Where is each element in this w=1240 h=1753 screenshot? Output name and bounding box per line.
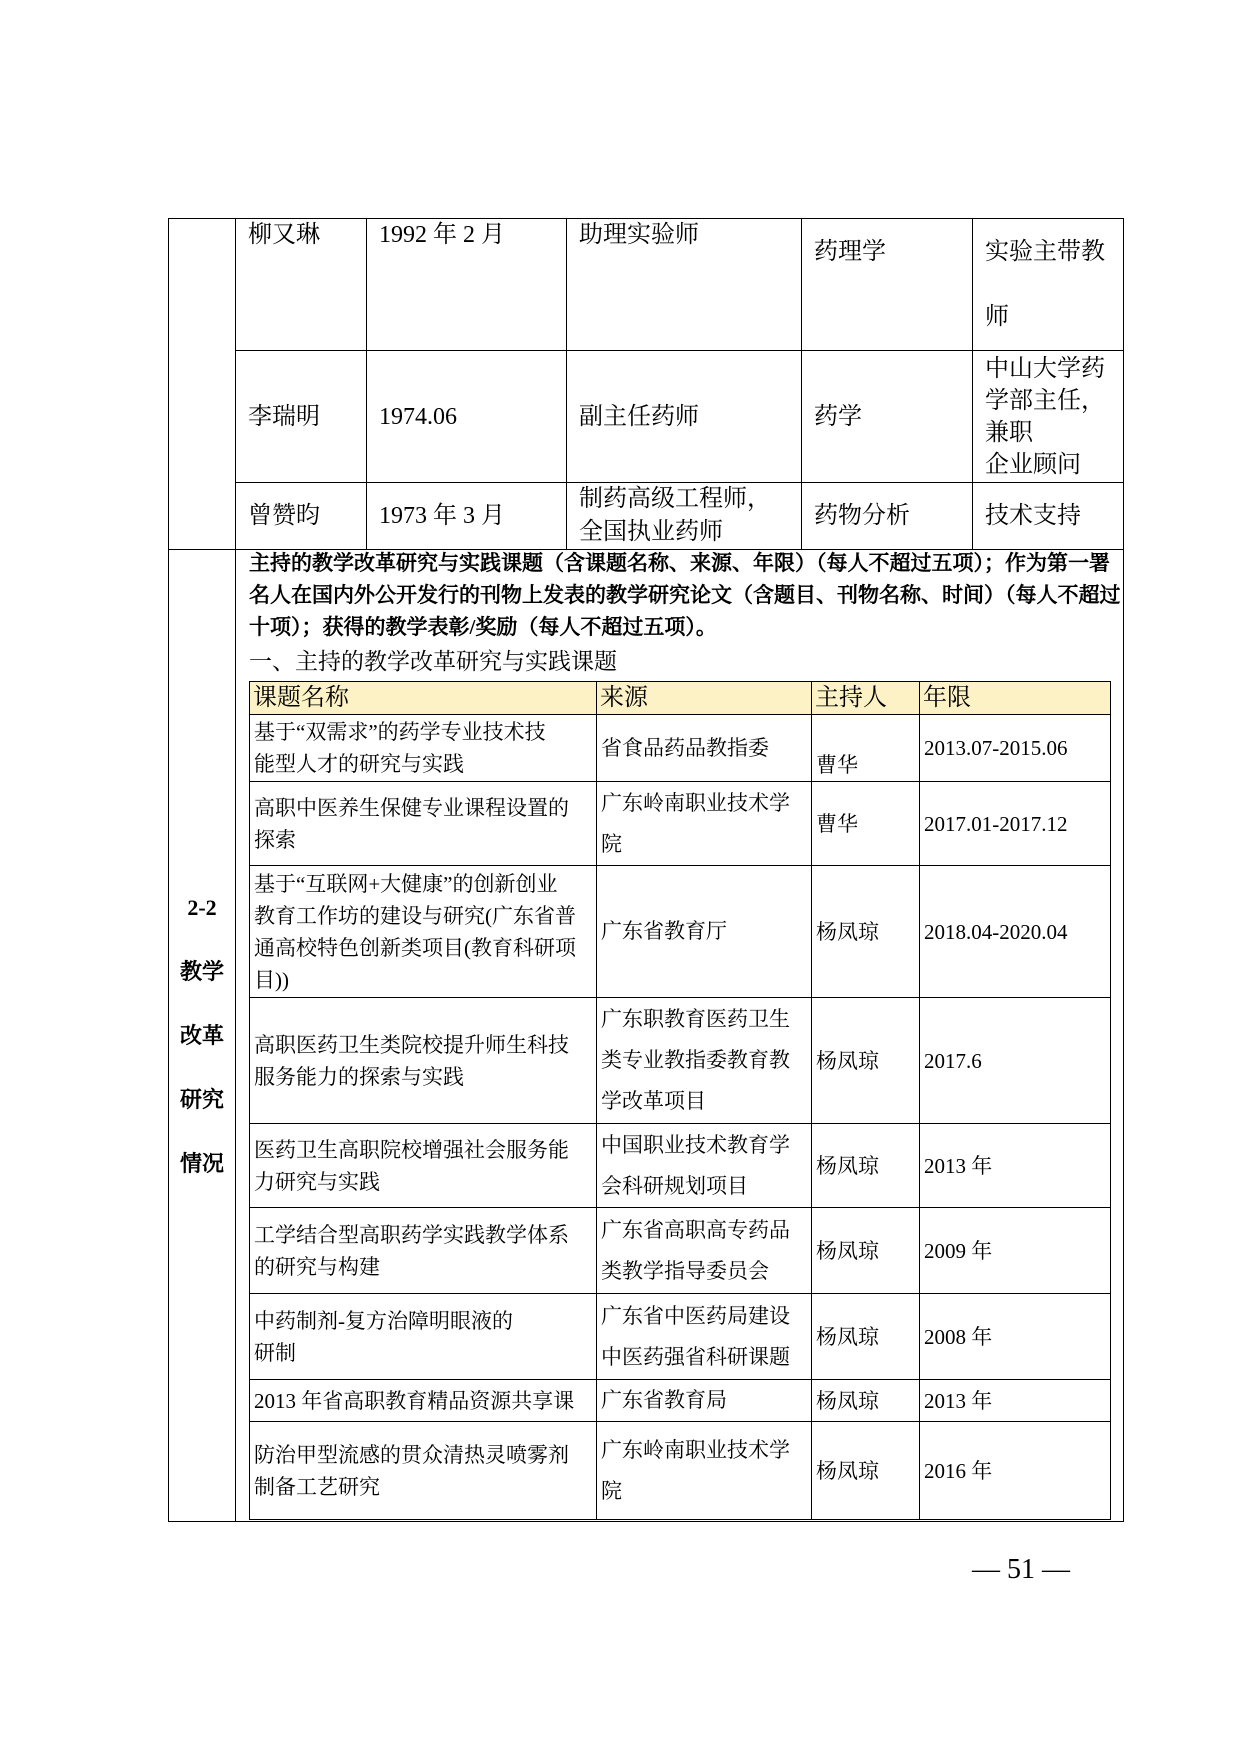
project-host-cell: 曹华 bbox=[812, 715, 920, 782]
project-host-cell: 杨凤琼 bbox=[812, 998, 920, 1124]
staff-role: 实验主带教 师 bbox=[973, 219, 1124, 351]
staff-title: 助理实验师 bbox=[567, 219, 802, 351]
project-title-cell: 基于“互联网+大健康”的创新创业 教育工作坊的建设与研究(广东省普 通高校特色创新类项目(教育科研项 目)) bbox=[250, 866, 597, 998]
projects-table bbox=[249, 681, 1111, 1520]
column-header-source: 来源 bbox=[597, 682, 812, 715]
project-period-cell: 2017.01-2017.12 bbox=[920, 782, 1111, 866]
project-row bbox=[250, 1124, 1111, 1208]
project-source-cell: 广东省中医药局建设 中医药强省科研课题 bbox=[597, 1294, 812, 1380]
project-source-cell: 广东职教育医药卫生 类专业教指委教育教 学改革项目 bbox=[597, 998, 812, 1124]
section-label-cell-continued bbox=[169, 219, 236, 550]
project-source-cell: 广东岭南职业技术学 院 bbox=[597, 782, 812, 866]
project-source-cell: 中国职业技术教育学 会科研规划项目 bbox=[597, 1124, 812, 1208]
project-title-cell: 中药制剂-复方治障明眼液的 研制 bbox=[250, 1294, 597, 1380]
staff-name: 曾赞昀 bbox=[236, 483, 367, 550]
staff-birth: 1973 年 3 月 bbox=[367, 483, 567, 550]
page-number: — 51 — bbox=[972, 1554, 1070, 1585]
project-source-cell: 广东省高职高专药品 类教学指导委员会 bbox=[597, 1208, 812, 1294]
staff-title: 副主任药师 bbox=[567, 351, 802, 483]
section-label bbox=[169, 550, 236, 1522]
project-row bbox=[250, 866, 1111, 998]
staff-role: 中山大学药 学部主任， 兼职 企业顾问 bbox=[973, 351, 1124, 483]
project-host-cell: 曹华 bbox=[812, 782, 920, 866]
project-period-cell: 2013 年 bbox=[920, 1380, 1111, 1422]
project-source-cell: 广东省教育厅 bbox=[597, 866, 812, 998]
project-title-cell: 工学结合型高职药学实践教学体系 的研究与构建 bbox=[250, 1208, 597, 1294]
section-label-line: 教学 bbox=[179, 958, 224, 984]
project-period-cell: 2016 年 bbox=[920, 1422, 1111, 1520]
project-row bbox=[250, 1294, 1111, 1380]
project-host-cell: 杨凤琼 bbox=[812, 1380, 920, 1422]
staff-row bbox=[169, 219, 1124, 351]
column-header-host: 主持人 bbox=[812, 682, 920, 715]
project-row bbox=[250, 782, 1111, 866]
project-host-cell: 杨凤琼 bbox=[812, 1422, 920, 1520]
staff-birth: 1974.06 bbox=[367, 351, 567, 483]
project-title-cell: 高职医药卫生类院校提升师生科技 服务能力的探索与实践 bbox=[250, 998, 597, 1124]
staff-birth: 1992 年 2 月 bbox=[367, 219, 567, 351]
project-host-cell: 杨凤琼 bbox=[812, 1124, 920, 1208]
staff-row bbox=[169, 351, 1124, 483]
project-period-cell: 2008 年 bbox=[920, 1294, 1111, 1380]
project-period-cell: 2013.07-2015.06 bbox=[920, 715, 1111, 782]
section-label-line: 改革 bbox=[179, 1022, 224, 1048]
section-content bbox=[236, 550, 1124, 1522]
staff-specialty: 药理学 bbox=[802, 219, 973, 351]
projects-subheading: 一、主持的教学改革研究与实践课题 bbox=[249, 649, 617, 674]
project-row bbox=[250, 998, 1111, 1124]
staff-name: 柳又琳 bbox=[236, 219, 367, 351]
project-period-cell: 2018.04-2020.04 bbox=[920, 866, 1111, 998]
project-title-cell: 医药卫生高职院校增强社会服务能 力研究与实践 bbox=[250, 1124, 597, 1208]
project-period-cell: 2009 年 bbox=[920, 1208, 1111, 1294]
staff-row bbox=[169, 483, 1124, 550]
staff-specialty: 药学 bbox=[802, 351, 973, 483]
section-label-line: 2-2 bbox=[187, 894, 217, 920]
faculty-form-table bbox=[168, 218, 1124, 1522]
staff-specialty: 药物分析 bbox=[802, 483, 973, 550]
staff-title: 制药高级工程师， 全国执业药师 bbox=[567, 483, 802, 550]
project-source-cell: 省食品药品教指委 bbox=[597, 715, 812, 782]
project-source-cell: 广东省教育局 bbox=[597, 1380, 812, 1422]
column-header-period: 年限 bbox=[920, 682, 1111, 715]
project-host-cell: 杨凤琼 bbox=[812, 866, 920, 998]
project-period-cell: 2013 年 bbox=[920, 1124, 1111, 1208]
teaching-reform-section bbox=[169, 550, 1124, 1522]
project-host-cell: 杨凤琼 bbox=[812, 1294, 920, 1380]
project-row bbox=[250, 1208, 1111, 1294]
project-row bbox=[250, 1380, 1111, 1422]
section-instructions: 主持的教学改革研究与实践课题（含课题名称、来源、年限）（每人不超过五项）；作为第一署名人在国内外公开发行的刊物上发表的教学研究论文（含题目、刊物名称、时间）（每人不超过十项）；获得的教学表彰/奖励（每人不超过五项）。 bbox=[249, 551, 1121, 639]
column-header-title: 课题名称 bbox=[250, 682, 597, 715]
project-source-cell: 广东岭南职业技术学 院 bbox=[597, 1422, 812, 1520]
section-label-line: 情况 bbox=[179, 1150, 224, 1176]
projects-header-row bbox=[250, 682, 1111, 715]
section-label-line: 研究 bbox=[179, 1086, 224, 1112]
project-title-cell: 2013 年省高职教育精品资源共享课 bbox=[250, 1380, 597, 1422]
staff-name: 李瑞明 bbox=[236, 351, 367, 483]
staff-role: 技术支持 bbox=[973, 483, 1124, 550]
project-title-cell: 基于“双需求”的药学专业技术技 能型人才的研究与实践 bbox=[250, 715, 597, 782]
project-title-cell: 高职中医养生保健专业课程设置的 探索 bbox=[250, 782, 597, 866]
project-host-cell: 杨凤琼 bbox=[812, 1208, 920, 1294]
project-title-cell: 防治甲型流感的贯众清热灵喷雾剂 制备工艺研究 bbox=[250, 1422, 597, 1520]
project-row bbox=[250, 715, 1111, 782]
project-period-cell: 2017.6 bbox=[920, 998, 1111, 1124]
project-row bbox=[250, 1422, 1111, 1520]
